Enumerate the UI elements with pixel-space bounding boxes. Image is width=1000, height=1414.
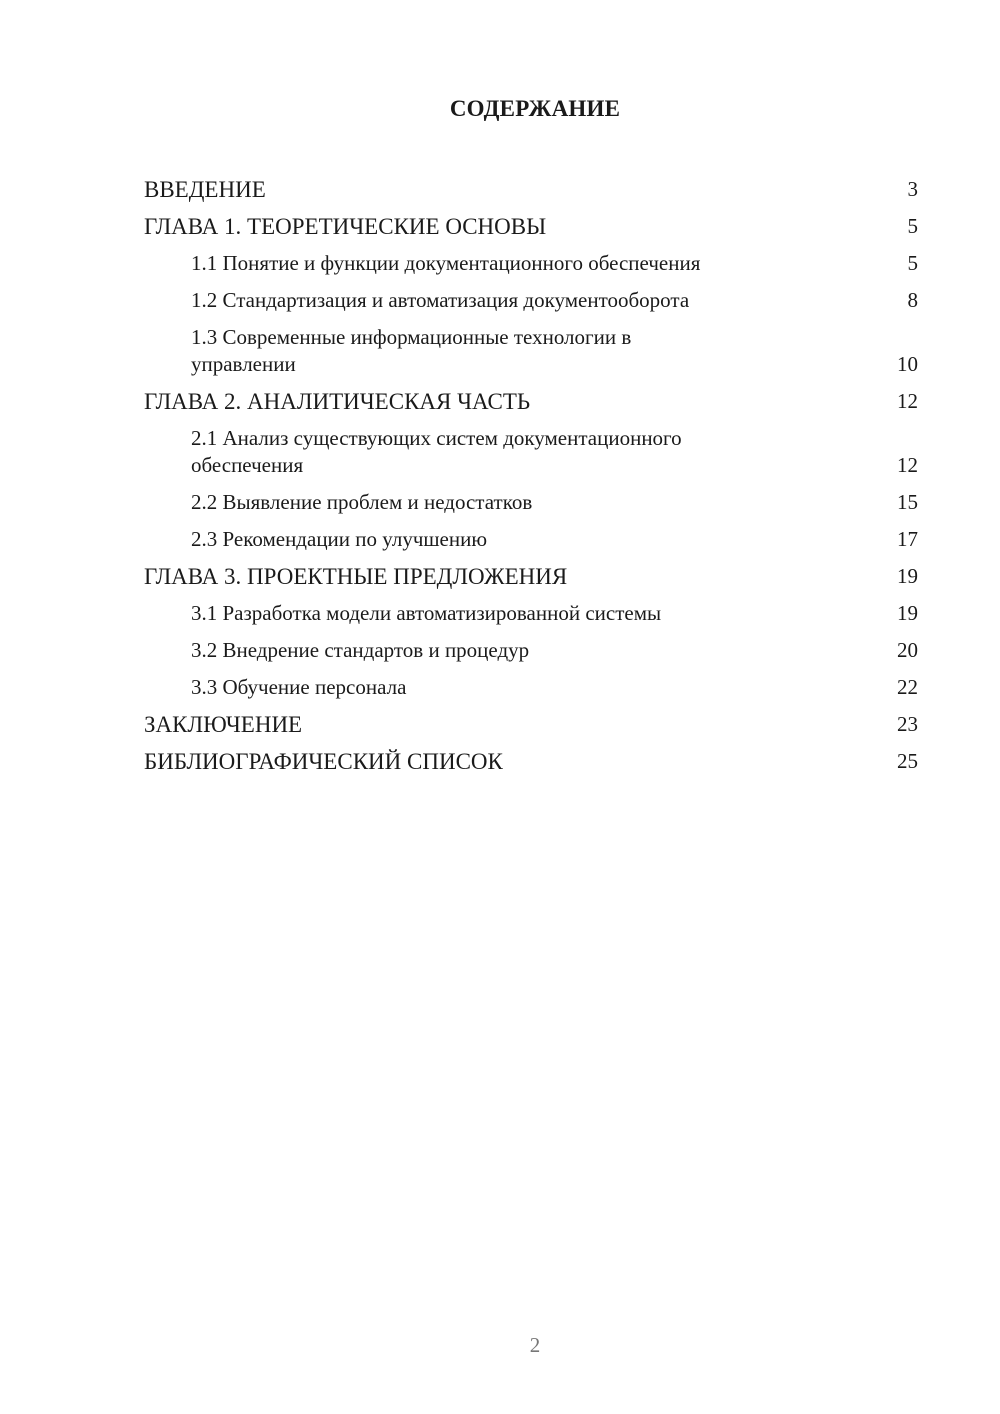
toc-entry-section-3-2[interactable]: [144, 631, 918, 668]
toc-entry-page: 3: [907, 177, 918, 201]
toc-entry-section-2-2[interactable]: [144, 483, 918, 520]
toc-entry-section-2-1[interactable]: [144, 419, 918, 483]
toc-entry-section-2-3[interactable]: [144, 520, 918, 557]
toc-entry-chapter-2[interactable]: [144, 382, 918, 419]
toc-entry-section-3-3[interactable]: [144, 668, 918, 705]
toc-entry-page: 20: [897, 638, 918, 662]
toc-entry-label: 2.2 Выявление проблем и недостатков: [191, 490, 533, 514]
toc-entry-page: 12: [897, 389, 918, 413]
toc-entry-chapter-3[interactable]: [144, 557, 918, 594]
toc-entry-page: 25: [897, 749, 918, 773]
toc-entry-label: 2.1 Анализ существующих систем документационного обеспечения: [191, 426, 682, 477]
table-of-contents: [144, 170, 918, 779]
toc-entry-section-1-1[interactable]: [144, 244, 918, 281]
toc-entry-page: 15: [897, 490, 918, 514]
toc-entry-conclusion[interactable]: [144, 705, 918, 742]
toc-entry-page: 5: [907, 214, 918, 238]
toc-entry-label: ЗАКЛЮЧЕНИЕ: [144, 712, 303, 737]
toc-entry-label: ГЛАВА 2. АНАЛИТИЧЕСКАЯ ЧАСТЬ: [144, 389, 531, 414]
toc-entry-label: 3.2 Внедрение стандартов и процедур: [191, 638, 530, 662]
toc-entry-page: 10: [897, 352, 918, 376]
toc-entry-section-1-2[interactable]: [144, 281, 918, 318]
toc-entry-page: 17: [897, 527, 918, 551]
toc-entry-page: 19: [897, 601, 918, 625]
toc-entry-label: 2.3 Рекомендации по улучшению: [191, 527, 488, 551]
toc-entry-introduction[interactable]: [144, 170, 918, 207]
toc-entry-page: 22: [897, 675, 918, 699]
toc-entry-page: 8: [907, 288, 918, 312]
toc-entry-label: ГЛАВА 1. ТЕОРЕТИЧЕСКИЕ ОСНОВЫ: [144, 214, 547, 239]
toc-entry-section-3-1[interactable]: [144, 594, 918, 631]
toc-entry-section-1-3[interactable]: [144, 318, 918, 382]
toc-entry-label: 1.1 Понятие и функции документационного обеспечения: [191, 251, 701, 275]
page-number: 2: [529, 1333, 541, 1357]
toc-entry-label: ВВЕДЕНИЕ: [144, 177, 266, 202]
toc-entry-chapter-1[interactable]: [144, 207, 918, 244]
toc-entry-page: 19: [897, 564, 918, 588]
toc-entry-label: 1.3 Современные информационные технологии в управлении: [191, 325, 632, 376]
toc-entry-label: 3.1 Разработка модели автоматизированной системы: [191, 601, 662, 625]
toc-entry-page: 5: [907, 251, 918, 275]
toc-entry-page: 23: [897, 712, 918, 736]
toc-entry-label: ГЛАВА 3. ПРОЕКТНЫЕ ПРЕДЛОЖЕНИЯ: [144, 564, 568, 589]
page-title: СОДЕРЖАНИЕ: [449, 96, 621, 121]
toc-entry-label: 1.2 Стандартизация и автоматизация документооборота: [191, 288, 690, 312]
toc-entry-label: БИБЛИОГРАФИЧЕСКИЙ СПИСОК: [144, 749, 503, 774]
toc-entry-label: 3.3 Обучение персонала: [191, 675, 407, 699]
toc-entry-bibliography[interactable]: [144, 742, 918, 779]
toc-entry-page: 12: [897, 453, 918, 477]
